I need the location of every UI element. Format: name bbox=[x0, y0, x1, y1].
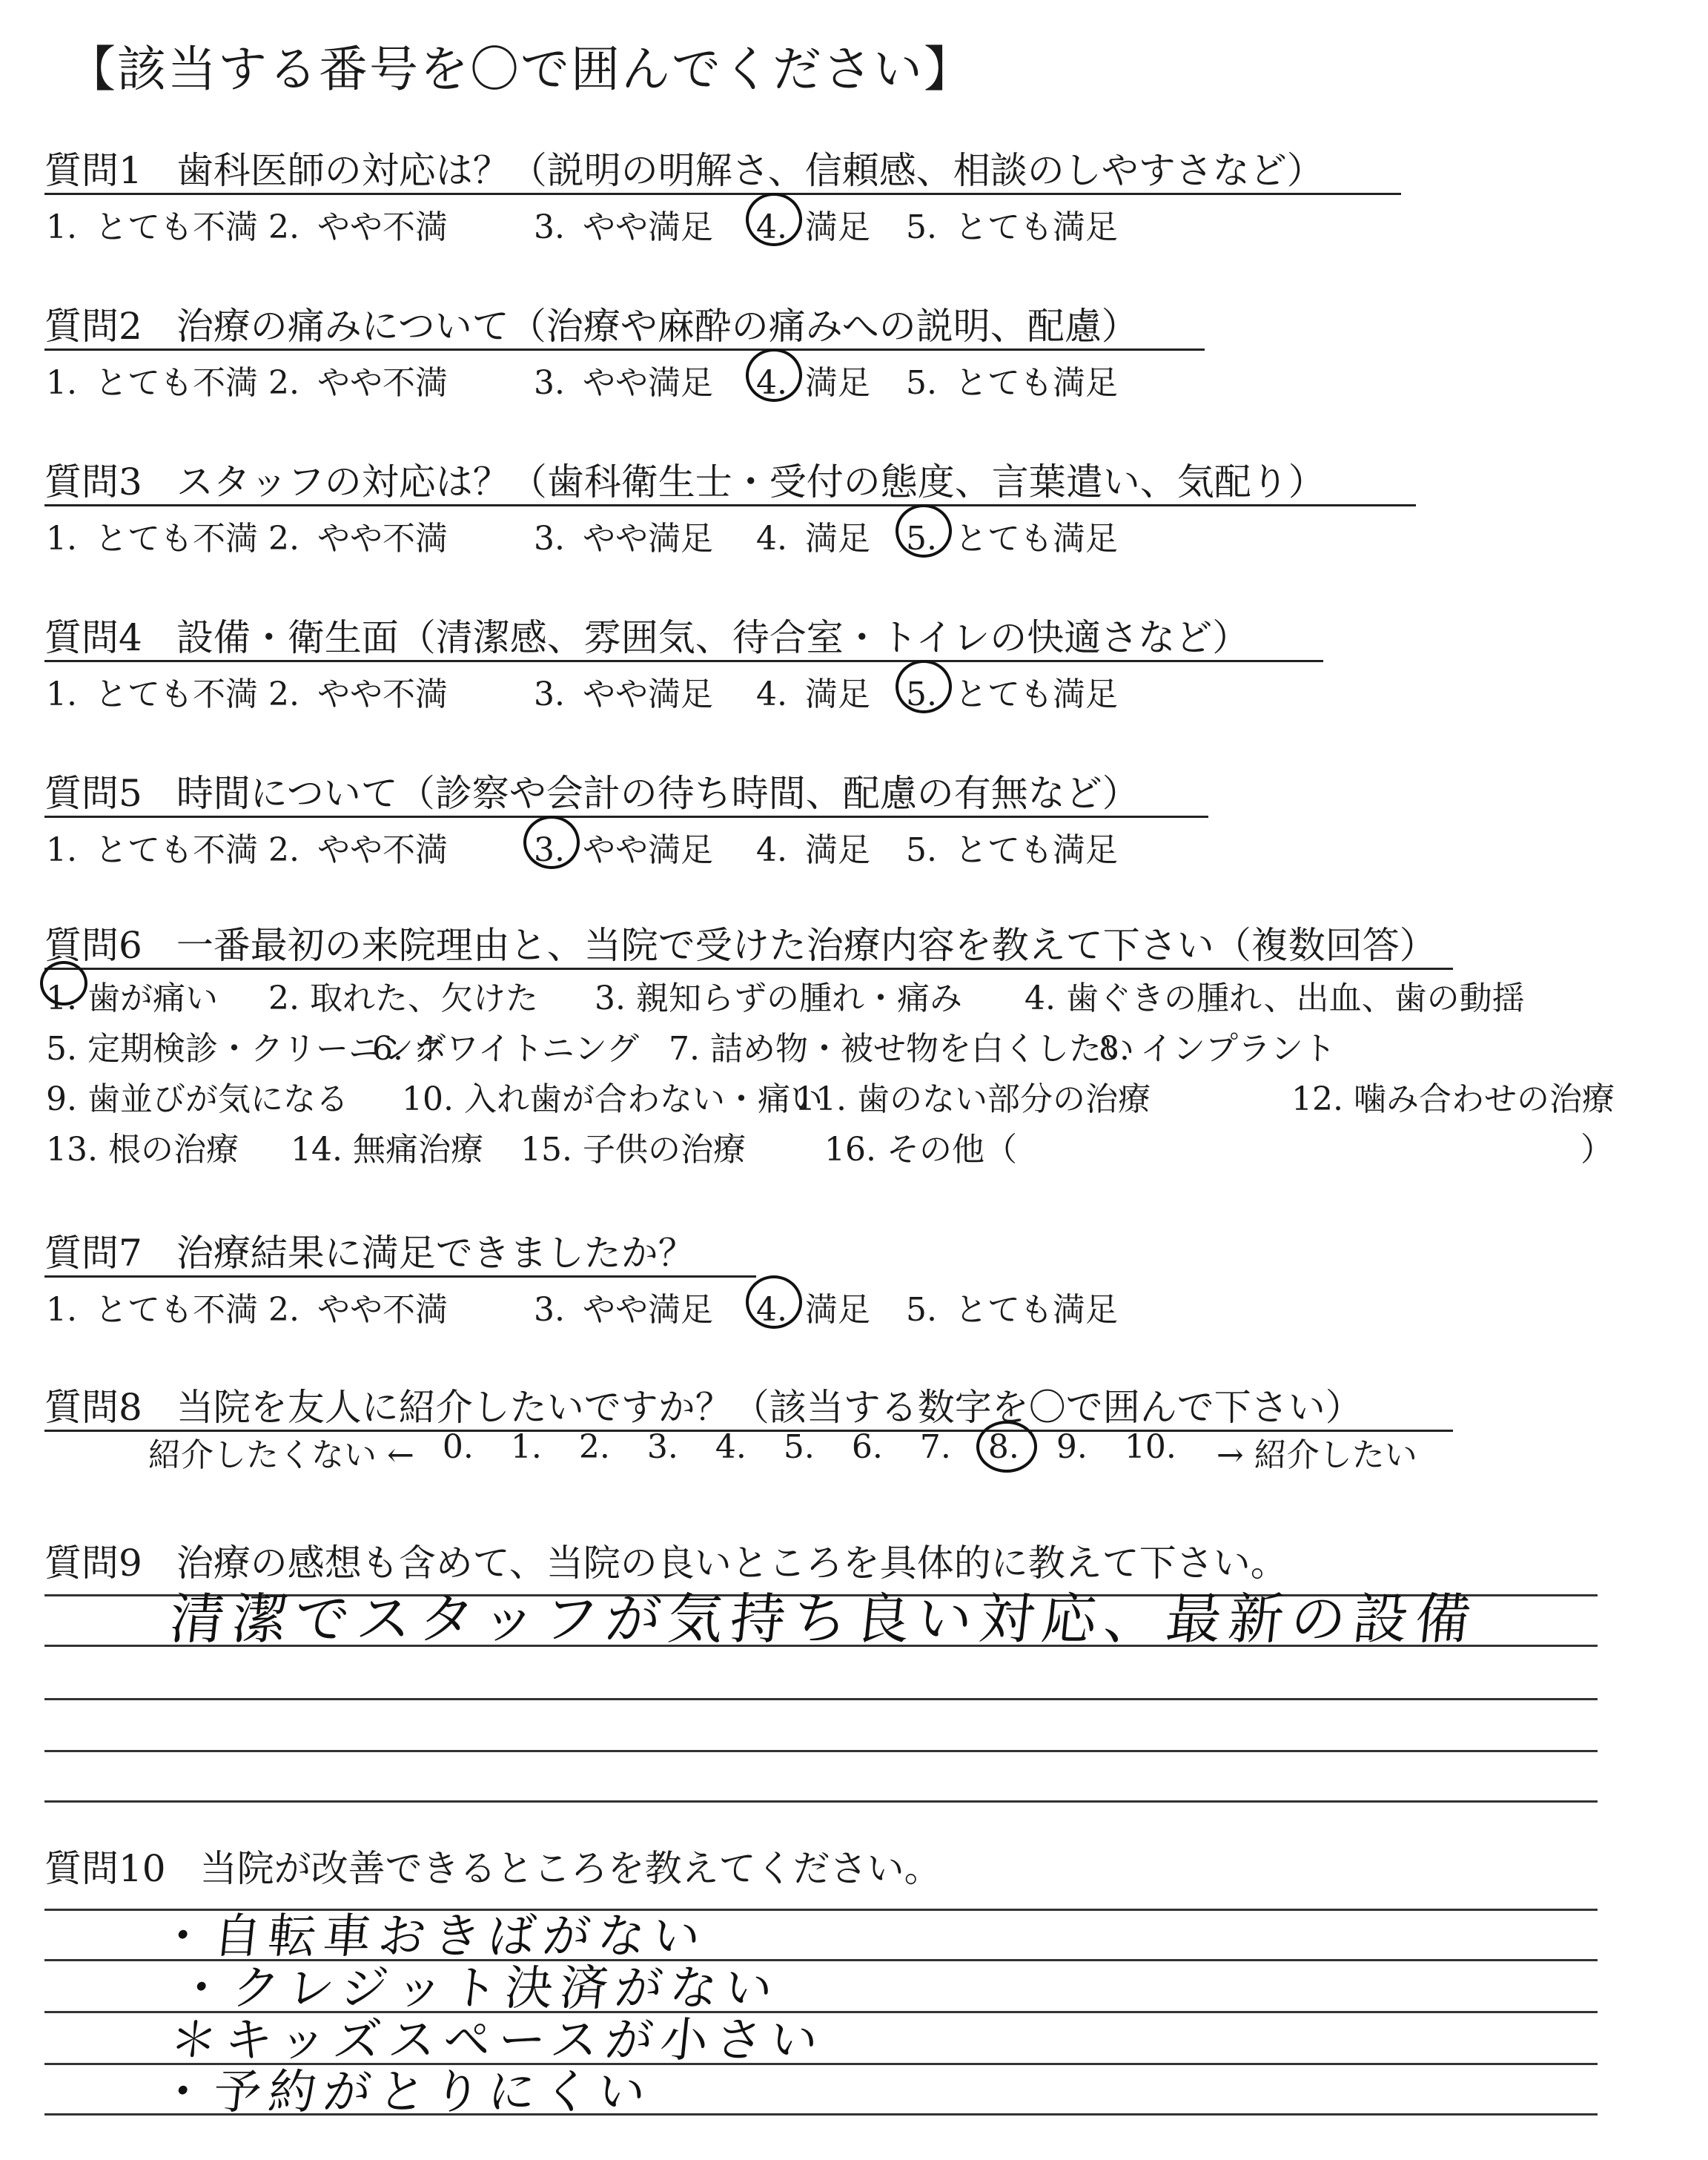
question-number: 質問9 bbox=[44, 1542, 142, 1585]
q7-option-4[interactable] bbox=[756, 1283, 870, 1330]
option-label: とても不満 bbox=[94, 520, 258, 558]
answer-line bbox=[44, 1800, 1598, 1803]
option-label: 満足 bbox=[804, 520, 870, 558]
q6-option[interactable]: 4. 歯ぐきの腫れ、出血、歯の動揺 bbox=[1025, 980, 1525, 1017]
q6-option[interactable]: 5. 定期検診・クリーニング bbox=[46, 1030, 446, 1068]
option-number: 5. bbox=[906, 1291, 937, 1329]
q3-option-1[interactable] bbox=[46, 512, 258, 559]
q8-value-2[interactable]: 2. bbox=[578, 1428, 610, 1466]
option-number: 4. bbox=[756, 520, 787, 558]
q6-option[interactable]: 13. 根の治療 bbox=[46, 1131, 239, 1169]
option-label: やや満足 bbox=[582, 1291, 713, 1329]
q10-handwritten-answer: ・クレジット決済がない bbox=[174, 1961, 783, 2016]
option-label: とても不満 bbox=[94, 208, 258, 246]
option-number: 4. bbox=[756, 208, 787, 246]
selected-circle bbox=[746, 193, 802, 246]
q9-handwritten-answer: 清潔でスタッフが気持ち良い対応、最新の設備 bbox=[166, 1588, 1481, 1651]
question-number: 質問4 bbox=[44, 616, 142, 659]
q1-option-2[interactable] bbox=[268, 200, 448, 248]
q8-value-10[interactable]: 10. bbox=[1124, 1428, 1176, 1466]
option-label: やや満足 bbox=[582, 831, 713, 869]
option-label: やや不満 bbox=[317, 364, 448, 402]
option-label: とても満足 bbox=[954, 676, 1118, 713]
q8-value-5[interactable]: 5. bbox=[783, 1428, 815, 1466]
q1-option-4[interactable] bbox=[756, 200, 870, 248]
option-number: 3. bbox=[534, 520, 565, 558]
question-number: 質問3 bbox=[44, 460, 142, 503]
q1-option-3[interactable] bbox=[534, 200, 713, 248]
question-10-title bbox=[44, 1839, 941, 1892]
option-number: 3. bbox=[534, 1291, 565, 1329]
q5-option-4[interactable] bbox=[756, 823, 870, 871]
question-number: 質問8 bbox=[44, 1386, 142, 1429]
question-underline bbox=[44, 504, 1416, 506]
question-5-title bbox=[44, 764, 1139, 817]
option-number: 5. bbox=[906, 676, 937, 713]
q4-option-4[interactable] bbox=[756, 667, 870, 715]
q2-option-1[interactable] bbox=[46, 356, 258, 403]
q1-option-1[interactable] bbox=[46, 200, 258, 248]
selected-circle bbox=[746, 1275, 802, 1329]
option-number: 2. bbox=[268, 831, 299, 869]
option-label: とても不満 bbox=[94, 676, 258, 713]
q2-option-4[interactable] bbox=[756, 356, 870, 403]
selected-circle bbox=[40, 961, 87, 1005]
q6-option[interactable]: 11. 歯のない部分の治療 bbox=[795, 1080, 1151, 1118]
question-text: 治療の痛みについて（治療や麻酔の痛みへの説明、配慮） bbox=[176, 305, 1139, 348]
q4-option-2[interactable] bbox=[268, 667, 448, 715]
question-underline bbox=[44, 816, 1208, 818]
option-number: 2. bbox=[268, 520, 299, 558]
q8-scale bbox=[148, 1428, 1417, 1476]
option-label: とても満足 bbox=[954, 1291, 1118, 1329]
option-number: 5. bbox=[906, 208, 937, 246]
q10-handwritten-answer: ・自転車おきばがない bbox=[156, 1909, 711, 1964]
q6-option[interactable]: 10. 入れ歯が合わない・痛い bbox=[402, 1080, 823, 1118]
question-underline bbox=[44, 1275, 756, 1278]
option-number: 3. bbox=[534, 364, 565, 402]
q2-option-2[interactable] bbox=[268, 356, 448, 403]
q8-value-0[interactable]: 0. bbox=[442, 1428, 474, 1466]
option-number: 4. bbox=[756, 1291, 787, 1329]
q8-value-4[interactable]: 4. bbox=[715, 1428, 747, 1466]
option-label: とても満足 bbox=[954, 364, 1118, 402]
question-number: 質問2 bbox=[44, 305, 142, 348]
q2-option-5[interactable] bbox=[906, 356, 1118, 403]
question-number: 質問10 bbox=[44, 1847, 166, 1890]
q6-option[interactable]: 15. 子供の治療 bbox=[520, 1131, 746, 1169]
question-text: 時間について（診察や会計の待ち時間、配慮の有無など） bbox=[176, 772, 1139, 815]
q7-option-5[interactable] bbox=[906, 1283, 1118, 1330]
q5-option-3[interactable] bbox=[534, 823, 713, 871]
option-number: 3. bbox=[534, 831, 565, 869]
selected-circle bbox=[976, 1421, 1037, 1473]
q7-option-3[interactable] bbox=[534, 1283, 713, 1330]
selected-circle bbox=[746, 349, 802, 402]
option-label: やや不満 bbox=[317, 676, 448, 713]
question-6-title bbox=[44, 916, 1437, 969]
option-label: やや不満 bbox=[317, 208, 448, 246]
option-label: 満足 bbox=[804, 364, 870, 402]
q8-value-9[interactable]: 9. bbox=[1056, 1428, 1088, 1466]
q4-option-5[interactable] bbox=[906, 667, 1118, 715]
option-label: 満足 bbox=[804, 831, 870, 869]
option-number: 2. bbox=[268, 676, 299, 713]
option-label: やや不満 bbox=[317, 1291, 448, 1329]
question-7-title bbox=[44, 1223, 695, 1277]
option-number: 2. bbox=[268, 1291, 299, 1329]
option-label: とても不満 bbox=[94, 831, 258, 869]
option-label: 満足 bbox=[804, 208, 870, 246]
q6-option[interactable]: 8. インプラント bbox=[1099, 1030, 1336, 1068]
q6-option[interactable]: 9. 歯並びが気になる bbox=[46, 1080, 348, 1118]
question-8-title bbox=[44, 1378, 1363, 1431]
q6-option[interactable]: 14. 無痛治療 bbox=[291, 1131, 483, 1169]
option-label: やや満足 bbox=[582, 364, 713, 402]
q6-option[interactable]: 1. 歯が痛い bbox=[46, 971, 218, 1019]
q7-option-2[interactable] bbox=[268, 1283, 448, 1330]
q8-value-3[interactable]: 3. bbox=[646, 1428, 678, 1466]
q6-option[interactable]: ） bbox=[1580, 1131, 1613, 1169]
option-number: 4. bbox=[756, 676, 787, 713]
question-number: 質問6 bbox=[44, 924, 142, 967]
option-label: やや不満 bbox=[317, 831, 448, 869]
question-4-title bbox=[44, 608, 1249, 661]
q10-handwritten-answer: ・予約がとりにくい bbox=[156, 2065, 656, 2120]
option-number: 2. bbox=[268, 208, 299, 246]
q1-option-5[interactable] bbox=[906, 200, 1118, 248]
option-label: とても満足 bbox=[954, 208, 1118, 246]
q5-option-1[interactable] bbox=[46, 823, 258, 871]
option-label: とても不満 bbox=[94, 1291, 258, 1329]
q8-value-7[interactable]: 7. bbox=[919, 1428, 951, 1466]
question-2-title bbox=[44, 297, 1139, 350]
option-number: 5. bbox=[906, 520, 937, 558]
selected-circle bbox=[523, 816, 580, 869]
question-text: 当院を友人に紹介したいですか？（該当する数字を〇で囲んで下さい） bbox=[176, 1386, 1363, 1429]
question-number: 質問1 bbox=[44, 149, 142, 192]
option-label: 満足 bbox=[804, 1291, 870, 1329]
question-number: 質問5 bbox=[44, 772, 142, 815]
option-number: 5. bbox=[906, 831, 937, 869]
option-number: 2. bbox=[268, 364, 299, 402]
question-3-title bbox=[44, 452, 1325, 506]
q8-left-label: 紹介したくない ← bbox=[148, 1436, 414, 1474]
q6-option[interactable]: 7. 詰め物・被せ物を白くしたい bbox=[669, 1030, 1134, 1068]
answer-line bbox=[44, 1750, 1598, 1752]
q6-option[interactable]: 2. 取れた、欠けた bbox=[268, 980, 538, 1017]
option-number: 1. bbox=[46, 676, 77, 713]
q8-value-6[interactable]: 6. bbox=[851, 1428, 883, 1466]
selected-circle bbox=[896, 660, 952, 713]
question-underline bbox=[44, 193, 1401, 195]
option-label: とても満足 bbox=[954, 831, 1118, 869]
q3-option-4[interactable] bbox=[756, 512, 870, 559]
q8-value-1[interactable]: 1. bbox=[510, 1428, 542, 1466]
question-1-title bbox=[44, 141, 1324, 194]
option-number: 4. bbox=[756, 831, 787, 869]
question-text: 治療結果に満足できましたか？ bbox=[176, 1232, 695, 1275]
q2-option-3[interactable] bbox=[534, 356, 713, 403]
option-number: 1. bbox=[46, 831, 77, 869]
q6-option[interactable]: 16. その他（ bbox=[824, 1131, 1017, 1169]
question-number: 質問7 bbox=[44, 1232, 142, 1275]
option-label: やや満足 bbox=[582, 208, 713, 246]
option-label: やや満足 bbox=[582, 520, 713, 558]
q3-option-5[interactable] bbox=[906, 512, 1118, 559]
option-number: 1. bbox=[46, 520, 77, 558]
question-text: 歯科医師の対応は？（説明の明解さ、信頼感、相談のしやすさなど） bbox=[176, 149, 1324, 192]
q3-option-3[interactable] bbox=[534, 512, 713, 559]
q3-option-2[interactable] bbox=[268, 512, 448, 559]
option-number: 3. bbox=[534, 676, 565, 713]
option-number: 4. bbox=[756, 364, 787, 402]
question-underline bbox=[44, 968, 1453, 970]
question-underline bbox=[44, 349, 1205, 351]
option-label: やや満足 bbox=[582, 676, 713, 713]
question-text: 当院が改善できるところを教えてください。 bbox=[199, 1847, 941, 1890]
option-label: とても満足 bbox=[954, 520, 1118, 558]
q6-option[interactable]: 12. 噛み合わせの治療 bbox=[1291, 1080, 1615, 1118]
q6-option[interactable]: 3. 親知らずの腫れ・痛み bbox=[595, 980, 962, 1017]
option-number: 3. bbox=[534, 208, 565, 246]
q4-option-1[interactable] bbox=[46, 667, 258, 715]
q8-value-8[interactable]: 8. bbox=[988, 1428, 1056, 1476]
option-number: 1. bbox=[46, 1291, 77, 1329]
q10-handwritten-answer: ＊キッズスペースが小さい bbox=[167, 2013, 828, 2068]
option-label: 満足 bbox=[804, 676, 870, 713]
question-text: 一番最初の来院理由と、当院で受けた治療内容を教えて下さい（複数回答） bbox=[176, 924, 1437, 967]
answer-line bbox=[44, 1698, 1598, 1700]
question-text: スタッフの対応は？（歯科衛生士・受付の態度、言葉遣い、気配り） bbox=[176, 460, 1325, 503]
q8-right-label: → 紹介したい bbox=[1216, 1436, 1417, 1474]
question-text: 治療の感想も含めて、当院の良いところを具体的に教えて下さい。 bbox=[176, 1542, 1288, 1585]
page-title: 【該当する番号を〇で囲んでください】 bbox=[67, 41, 974, 98]
option-label: やや不満 bbox=[317, 520, 448, 558]
question-underline bbox=[44, 660, 1323, 662]
question-text: 設備・衛生面（清潔感、雰囲気、待合室・トイレの快適さなど） bbox=[176, 616, 1250, 659]
option-number: 1. bbox=[46, 208, 77, 246]
q5-option-5[interactable] bbox=[906, 823, 1118, 871]
q7-option-1[interactable] bbox=[46, 1283, 258, 1330]
q6-option[interactable]: 6. ホワイトニング bbox=[372, 1030, 640, 1068]
option-label: とても不満 bbox=[94, 364, 258, 402]
selected-circle bbox=[896, 504, 952, 558]
option-number: 5. bbox=[906, 364, 937, 402]
q4-option-3[interactable] bbox=[534, 667, 713, 715]
option-number: 1. bbox=[46, 364, 77, 402]
q5-option-2[interactable] bbox=[268, 823, 448, 871]
